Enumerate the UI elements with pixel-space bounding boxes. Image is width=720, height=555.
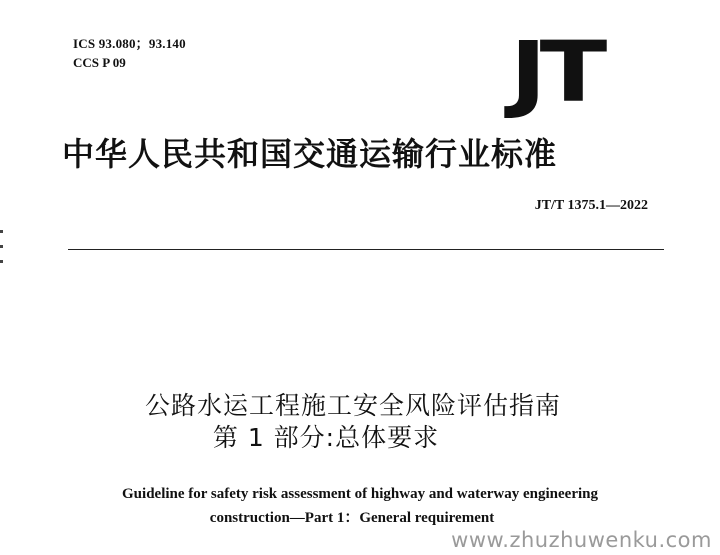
- header-divider: [68, 249, 664, 250]
- ics-code: ICS 93.080；93.140: [73, 36, 186, 51]
- document-title-en-line2: construction—Part 1：General requirement: [209, 510, 495, 526]
- document-title-cn-line2: 第 1 部分:总体要求: [212, 423, 440, 452]
- ccs-code: CCS P 09: [73, 55, 126, 70]
- watermark-text: www.zhuzhuwenku.com: [451, 528, 712, 552]
- standard-category-title: 中华人民共和国交通运输行业标准: [62, 135, 558, 173]
- binding-mark: [0, 260, 3, 263]
- binding-mark: [0, 245, 3, 248]
- binding-mark: [0, 230, 3, 233]
- binding-marks: [0, 230, 4, 280]
- document-title-cn-line1: 公路水运工程施工安全风险评估指南: [144, 391, 561, 420]
- standard-number: JT/T 1375.1—2022: [534, 198, 648, 213]
- jt-logo: JT: [509, 23, 601, 121]
- document-title-en-line1: Guideline for safety risk assessment of highway and waterway engineering: [122, 486, 598, 502]
